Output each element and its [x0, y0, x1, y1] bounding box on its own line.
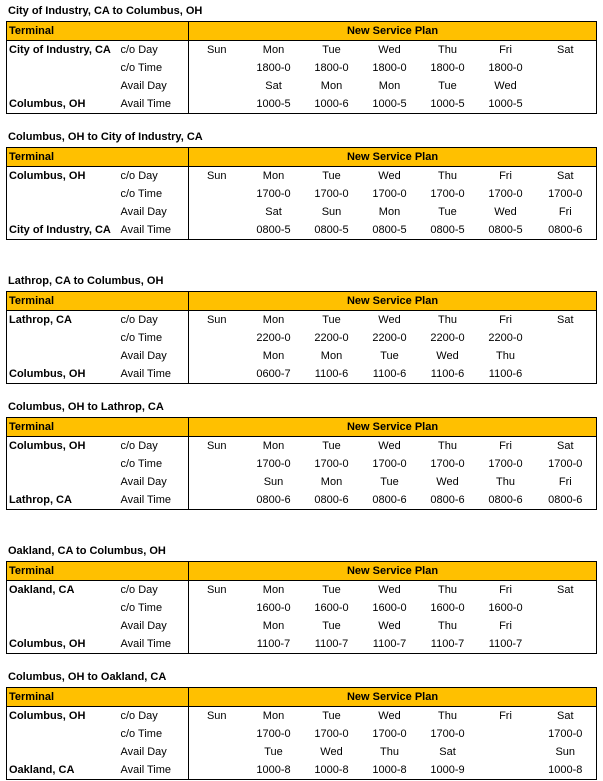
schedule-cell: Mon	[262, 349, 285, 362]
schedule-cell: Fri	[535, 203, 597, 221]
origin-terminal: Columbus, OH	[7, 707, 119, 726]
schedule-cell: Fri	[499, 169, 512, 182]
schedule-cell: Tue	[322, 169, 341, 182]
row-label: Avail Time	[119, 761, 189, 780]
schedule-cell: Wed	[378, 709, 401, 722]
schedule-cell	[189, 617, 245, 635]
schedule-cell	[477, 743, 535, 761]
service-plan-header: New Service Plan	[189, 418, 597, 437]
schedule-cell	[189, 59, 245, 77]
row-label: Avail Time	[119, 221, 189, 240]
schedule-cell: Tue	[438, 205, 457, 218]
terminal-header: Terminal	[7, 418, 189, 437]
terminal-header: Terminal	[7, 148, 189, 167]
terminal-header: Terminal	[7, 688, 189, 707]
schedule-cell: Tue	[380, 475, 399, 488]
table-header-row	[7, 292, 597, 311]
schedule-cell: 2200-0	[488, 331, 523, 344]
schedule-cell: Tue	[322, 313, 341, 326]
schedule-cell: Fri	[499, 619, 512, 632]
schedule-cell: Wed	[494, 79, 517, 92]
schedule-cell: 1100-7	[419, 635, 477, 654]
table-row	[7, 77, 597, 95]
schedule-cell: 1100-7	[303, 635, 361, 654]
table-row	[7, 347, 597, 365]
schedule-cell: Wed	[494, 205, 517, 218]
origin-terminal: Columbus, OH	[7, 437, 119, 456]
service-plan-header: New Service Plan	[189, 688, 597, 707]
schedule-cell: 1600-0	[488, 601, 523, 614]
schedule-cell: 1000-5	[419, 95, 477, 114]
schedule-cell: Thu	[496, 475, 515, 488]
row-label: Avail Day	[119, 743, 189, 761]
service-plan-header: New Service Plan	[189, 148, 597, 167]
row-label: c/o Time	[119, 329, 189, 347]
table-header-row	[7, 22, 597, 41]
schedule-cell: Sun	[206, 169, 227, 182]
schedule-cell: 1000-8	[303, 761, 361, 780]
schedule-cell: 1100-7	[477, 635, 535, 654]
origin-terminal: Columbus, OH	[7, 167, 119, 186]
route-title: Columbus, OH to Lathrop, CA	[8, 401, 164, 413]
schedule-cell: Tue	[438, 79, 457, 92]
schedule-cell: 0600-7	[245, 365, 303, 384]
destination-terminal: Columbus, OH	[7, 365, 119, 384]
origin-terminal: Oakland, CA	[7, 581, 119, 600]
schedule-cell: Sun	[535, 743, 597, 761]
schedule-cell: Mon	[262, 583, 285, 596]
schedule-cell: Mon	[320, 475, 343, 488]
schedule-cell: 1000-8	[245, 761, 303, 780]
schedule-cell: 1800-0	[314, 61, 349, 74]
schedule-cell: 1000-9	[419, 761, 477, 780]
schedule-cell	[189, 761, 245, 780]
row-label: Avail Day	[119, 347, 189, 365]
schedule-cell: 1100-6	[361, 365, 419, 384]
schedule-cell: Wed	[378, 313, 401, 326]
terminal-header: Terminal	[7, 292, 189, 311]
schedule-cell	[189, 743, 245, 761]
row-label: c/o Time	[119, 599, 189, 617]
schedule-cell: 0800-5	[419, 221, 477, 240]
row-label: c/o Day	[119, 41, 189, 60]
terminal-cell	[7, 185, 119, 203]
schedule-cell: Thu	[438, 439, 457, 452]
schedule-cell: Tue	[322, 439, 341, 452]
service-plan-header: New Service Plan	[189, 22, 597, 41]
terminal-cell	[7, 617, 119, 635]
schedule-cell: Sat	[535, 437, 597, 456]
schedule-cell: Wed	[378, 439, 401, 452]
schedule-cell: Sat	[265, 205, 282, 218]
schedule-cell: Mon	[262, 709, 285, 722]
table-header-row	[7, 148, 597, 167]
schedule-cell: Tue	[322, 43, 341, 56]
schedule-cell: 1700-0	[256, 457, 291, 470]
schedule-cell: 0800-5	[303, 221, 361, 240]
schedule-cell: 1000-8	[361, 761, 419, 780]
schedule-cell: 1800-0	[256, 61, 291, 74]
schedule-cell: 1800-0	[372, 61, 407, 74]
schedule-cell	[535, 599, 597, 617]
schedule-cell	[535, 635, 597, 654]
schedule-cell	[189, 725, 245, 743]
schedule-cell: 1600-0	[430, 601, 465, 614]
table-header-row	[7, 688, 597, 707]
route-title: Columbus, OH to City of Industry, CA	[8, 131, 203, 143]
row-label: c/o Day	[119, 581, 189, 600]
terminal-header: Terminal	[7, 562, 189, 581]
row-label: c/o Day	[119, 707, 189, 726]
schedule-cell	[535, 347, 597, 365]
schedule-table	[6, 21, 597, 114]
schedule-cell: Wed	[378, 169, 401, 182]
schedule-cell: Sun	[263, 475, 284, 488]
schedule-cell	[535, 617, 597, 635]
schedule-cell: 1600-0	[256, 601, 291, 614]
schedule-table	[6, 147, 597, 240]
table-row	[7, 59, 597, 77]
row-label: Avail Time	[119, 365, 189, 384]
schedule-cell: 0800-6	[303, 491, 361, 510]
schedule-cell	[189, 347, 245, 365]
schedule-cell	[189, 473, 245, 491]
schedule-cell	[535, 95, 597, 114]
terminal-cell	[7, 743, 119, 761]
service-plan-header: New Service Plan	[189, 292, 597, 311]
schedule-cell: 0800-6	[477, 491, 535, 510]
schedule-table	[6, 687, 597, 780]
schedule-cell: 2200-0	[314, 331, 349, 344]
schedule-cell	[477, 725, 535, 743]
schedule-cell: Wed	[378, 43, 401, 56]
schedule-cell: 1100-7	[361, 635, 419, 654]
schedule-table	[6, 417, 597, 510]
schedule-cell: Mon	[320, 79, 343, 92]
schedule-cell: 1700-0	[488, 457, 523, 470]
schedule-cell	[535, 365, 597, 384]
schedule-cell: 1700-0	[256, 187, 291, 200]
schedule-cell: 1700-0	[430, 727, 465, 740]
schedule-cell: Wed	[436, 349, 459, 362]
row-label: Avail Day	[119, 473, 189, 491]
schedule-cell	[189, 635, 245, 654]
schedule-cell: 1700-0	[430, 187, 465, 200]
schedule-cell: Thu	[438, 709, 457, 722]
table-row	[7, 221, 597, 240]
schedule-cell	[189, 365, 245, 384]
table-row	[7, 41, 597, 60]
service-plan-header: New Service Plan	[189, 562, 597, 581]
schedule-cell: Wed	[320, 745, 343, 758]
schedule-cell: 1600-0	[314, 601, 349, 614]
origin-terminal: Lathrop, CA	[7, 311, 119, 330]
schedule-cell: Thu	[438, 583, 457, 596]
schedule-cell: 0800-6	[535, 491, 597, 510]
schedule-cell: 1100-6	[303, 365, 361, 384]
schedule-cell: 1000-5	[245, 95, 303, 114]
schedule-cell: Sun	[206, 439, 227, 452]
schedule-cell: Thu	[438, 619, 457, 632]
table-row	[7, 329, 597, 347]
schedule-cell	[189, 491, 245, 510]
schedule-cell: Fri	[499, 313, 512, 326]
row-label: c/o Time	[119, 455, 189, 473]
schedule-cell: Mon	[378, 79, 401, 92]
schedule-cell: 1100-6	[419, 365, 477, 384]
table-row	[7, 743, 597, 761]
row-label: Avail Day	[119, 77, 189, 95]
row-label: c/o Time	[119, 185, 189, 203]
schedule-cell: 2200-0	[256, 331, 291, 344]
schedule-cell	[189, 329, 245, 347]
schedule-cell: Sat	[535, 41, 597, 60]
schedule-cell: 0800-5	[477, 221, 535, 240]
terminal-cell	[7, 455, 119, 473]
schedule-cell: Tue	[380, 349, 399, 362]
schedule-cell: 1700-0	[535, 725, 597, 743]
table-row	[7, 365, 597, 384]
destination-terminal: City of Industry, CA	[7, 221, 119, 240]
schedule-cell: Thu	[496, 349, 515, 362]
table-row	[7, 617, 597, 635]
schedule-cell: Sun	[321, 205, 342, 218]
schedule-cell: Fri	[499, 583, 512, 596]
schedule-cell: Tue	[322, 709, 341, 722]
destination-terminal: Columbus, OH	[7, 635, 119, 654]
table-row	[7, 95, 597, 114]
schedule-cell: Sat	[535, 167, 597, 186]
schedule-cell: 1800-0	[488, 61, 523, 74]
schedule-cell: 1700-0	[488, 187, 523, 200]
row-label: c/o Day	[119, 437, 189, 456]
route-title: Columbus, OH to Oakland, CA	[8, 671, 167, 683]
route-title: Lathrop, CA to Columbus, OH	[8, 275, 164, 287]
schedule-cell	[535, 59, 597, 77]
schedule-cell: Wed	[378, 619, 401, 632]
schedule-cell: Sun	[206, 43, 227, 56]
table-row	[7, 725, 597, 743]
schedule-cell: Thu	[380, 745, 399, 758]
schedule-cell: 0800-5	[245, 221, 303, 240]
schedule-cell	[189, 185, 245, 203]
table-row	[7, 581, 597, 600]
schedule-cell: Sat	[535, 707, 597, 726]
row-label: Avail Time	[119, 635, 189, 654]
schedule-cell: Thu	[438, 313, 457, 326]
schedule-cell	[189, 77, 245, 95]
schedule-cell	[189, 203, 245, 221]
row-label: c/o Day	[119, 311, 189, 330]
route-title: City of Industry, CA to Columbus, OH	[8, 5, 203, 17]
schedule-cell: Mon	[262, 169, 285, 182]
row-label: Avail Day	[119, 203, 189, 221]
table-row	[7, 473, 597, 491]
terminal-cell	[7, 599, 119, 617]
schedule-cell: Fri	[499, 43, 512, 56]
schedule-cell: Tue	[322, 583, 341, 596]
schedule-cell: 1000-8	[535, 761, 597, 780]
schedule-cell: Sat	[439, 745, 456, 758]
row-label: c/o Day	[119, 167, 189, 186]
table-row	[7, 167, 597, 186]
schedule-cell: 1100-7	[245, 635, 303, 654]
schedule-cell: Mon	[262, 619, 285, 632]
schedule-cell: 2200-0	[372, 331, 407, 344]
terminal-header: Terminal	[7, 22, 189, 41]
schedule-cell	[189, 455, 245, 473]
schedule-cell: Fri	[535, 473, 597, 491]
schedule-cell: Sun	[206, 709, 227, 722]
destination-terminal: Oakland, CA	[7, 761, 119, 780]
destination-terminal: Lathrop, CA	[7, 491, 119, 510]
schedule-cell: Sat	[535, 311, 597, 330]
origin-terminal: City of Industry, CA	[7, 41, 119, 60]
schedule-cell: 0800-6	[419, 491, 477, 510]
terminal-cell	[7, 59, 119, 77]
table-row	[7, 437, 597, 456]
table-row	[7, 185, 597, 203]
terminal-cell	[7, 77, 119, 95]
schedule-cell: 1000-6	[303, 95, 361, 114]
schedule-table	[6, 291, 597, 384]
terminal-cell	[7, 347, 119, 365]
terminal-cell	[7, 203, 119, 221]
schedule-cell: 1700-0	[535, 185, 597, 203]
schedule-cell: Thu	[438, 43, 457, 56]
row-label: Avail Time	[119, 95, 189, 114]
schedule-cell: Fri	[499, 709, 512, 722]
schedule-table	[6, 561, 597, 654]
table-row	[7, 707, 597, 726]
schedule-cell: 1700-0	[314, 187, 349, 200]
schedule-cell: 0800-6	[361, 491, 419, 510]
schedule-cell: Sun	[206, 313, 227, 326]
table-header-row	[7, 562, 597, 581]
schedule-cell: 1700-0	[430, 457, 465, 470]
destination-terminal: Columbus, OH	[7, 95, 119, 114]
schedule-cell: Sat	[535, 581, 597, 600]
terminal-cell	[7, 473, 119, 491]
schedule-cell: 1000-5	[361, 95, 419, 114]
schedule-cell: Wed	[436, 475, 459, 488]
schedule-cell: 0800-5	[361, 221, 419, 240]
schedule-cell: 1700-0	[314, 727, 349, 740]
schedule-cell: Mon	[262, 43, 285, 56]
table-row	[7, 635, 597, 654]
schedule-cell	[189, 599, 245, 617]
table-row	[7, 311, 597, 330]
terminal-cell	[7, 329, 119, 347]
schedule-cell: Sat	[265, 79, 282, 92]
route-title: Oakland, CA to Columbus, OH	[8, 545, 166, 557]
schedule-cell	[535, 77, 597, 95]
schedule-cell: 1800-0	[430, 61, 465, 74]
row-label: Avail Day	[119, 617, 189, 635]
schedule-cell	[189, 221, 245, 240]
terminal-cell	[7, 725, 119, 743]
schedule-cell: 0800-6	[535, 221, 597, 240]
schedule-cell: Tue	[264, 745, 283, 758]
table-row	[7, 455, 597, 473]
schedule-cell: Mon	[378, 205, 401, 218]
table-row	[7, 761, 597, 780]
row-label: Avail Time	[119, 491, 189, 510]
row-label: c/o Time	[119, 725, 189, 743]
schedule-cell	[477, 761, 535, 780]
schedule-cell: 2200-0	[430, 331, 465, 344]
row-label: c/o Time	[119, 59, 189, 77]
table-header-row	[7, 418, 597, 437]
schedule-cell: 0800-6	[245, 491, 303, 510]
schedule-cell: 1700-0	[372, 187, 407, 200]
schedule-cell: 1700-0	[314, 457, 349, 470]
schedule-cell: Tue	[322, 619, 341, 632]
schedule-cell: 1600-0	[372, 601, 407, 614]
schedule-cell: Mon	[320, 349, 343, 362]
table-row	[7, 491, 597, 510]
schedule-cell: Thu	[438, 169, 457, 182]
schedule-cell: Sun	[206, 583, 227, 596]
schedule-cell	[535, 329, 597, 347]
schedule-cell: Mon	[262, 439, 285, 452]
schedule-cell: 1700-0	[372, 457, 407, 470]
schedule-cell: 1000-5	[477, 95, 535, 114]
schedule-cell: 1100-6	[477, 365, 535, 384]
schedule-cell: Fri	[499, 439, 512, 452]
schedule-cell: 1700-0	[256, 727, 291, 740]
schedule-cell: Wed	[378, 583, 401, 596]
schedule-cell: 1700-0	[372, 727, 407, 740]
schedule-cell	[189, 95, 245, 114]
schedule-cell: Mon	[262, 313, 285, 326]
table-row	[7, 599, 597, 617]
table-row	[7, 203, 597, 221]
schedule-cell: 1700-0	[535, 455, 597, 473]
